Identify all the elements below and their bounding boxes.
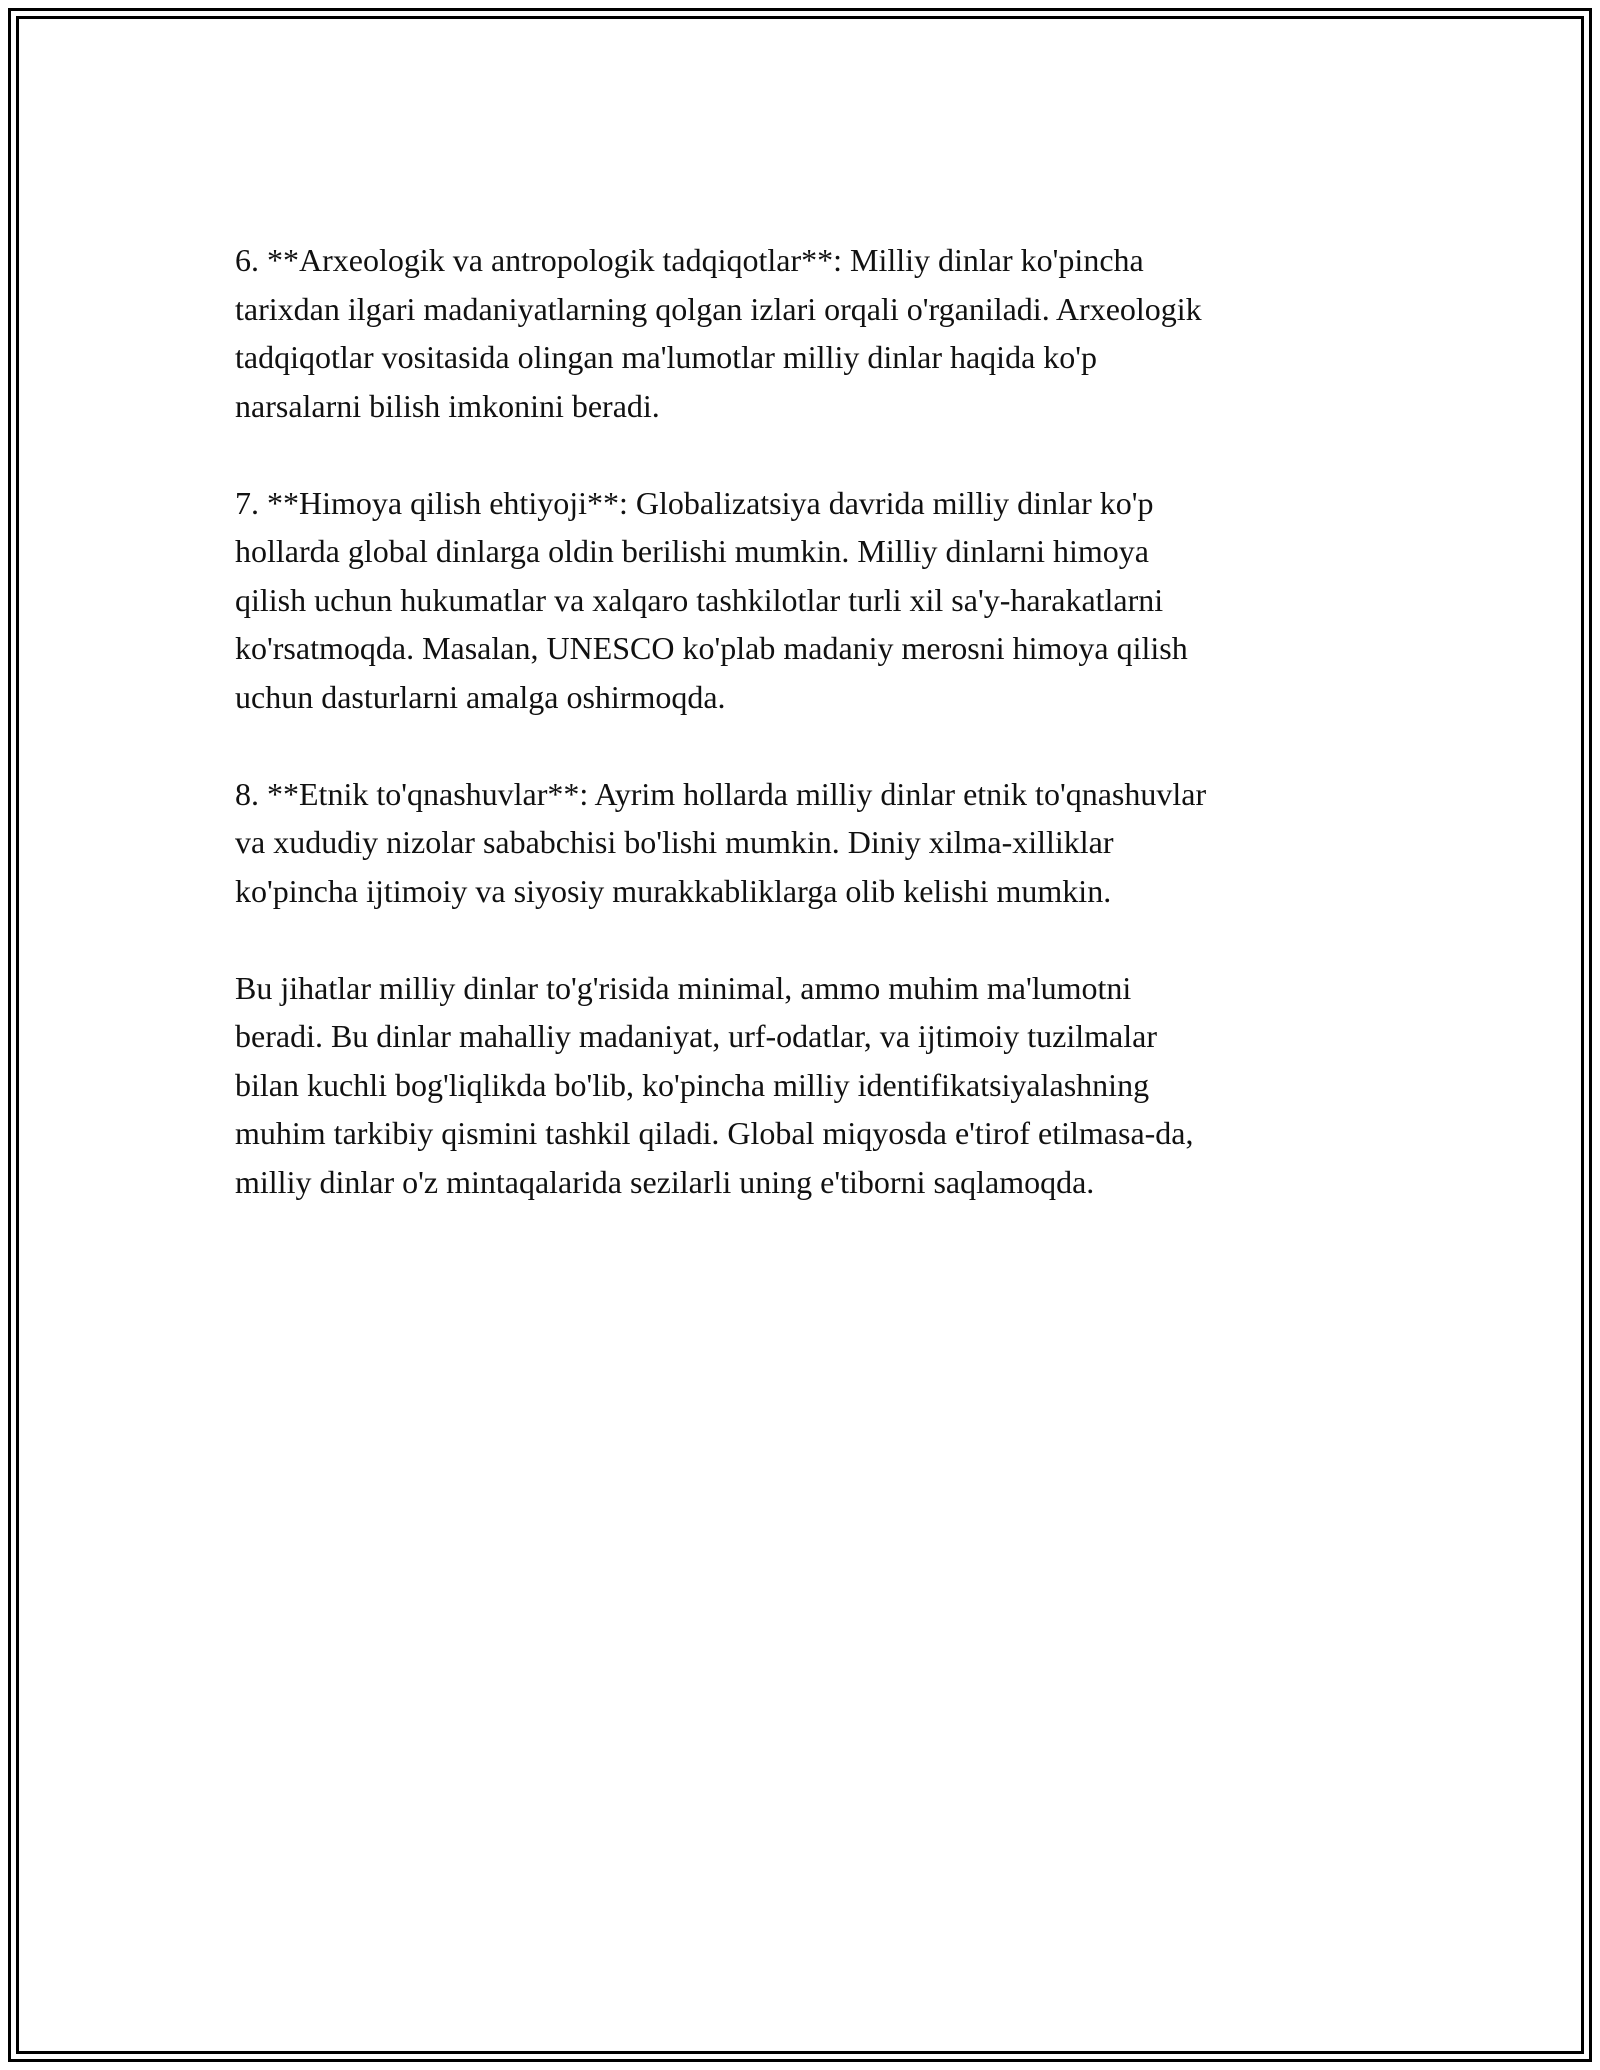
text-line: narsalarni bilish imkonini beradi.	[235, 387, 660, 424]
paragraph-6-archaeological-research	[235, 236, 1375, 430]
text-line: qilish uchun hukumatlar va xalqaro tashkilotlar turli xil sa'y-harakatlarni	[235, 581, 1164, 618]
text-line: 7. **Himoya qilish ehtiyoji**: Globalizatsiya davrida milliy dinlar ko'p	[235, 484, 1154, 521]
text-line: milliy dinlar o'z mintaqalarida sezilarli uning e'tiborni saqlamoqda.	[235, 1163, 1095, 1200]
text-line: Bu jihatlar milliy dinlar to'g'risida minimal, ammo muhim ma'lumotni	[235, 969, 1132, 1006]
text-line: va xududiy nizolar sababchisi bo'lishi mumkin. Diniy xilma-xilliklar	[235, 824, 1114, 860]
paragraph-conclusion	[235, 964, 1375, 1207]
text-line: bilan kuchli bog'liqlikda bo'lib, ko'pincha milliy identifikatsiyalashning	[235, 1066, 1150, 1103]
text-line: tarixdan ilgari madaniyatlarning qolgan izlari orqali o'rganiladi. Arxeologik	[235, 290, 1202, 327]
text-line: tadqiqotlar vositasida olingan ma'lumotlar milliy dinlar haqida ko'p	[235, 339, 1098, 375]
text-line: hollarda global dinlarga oldin berilishi mumkin. Milliy dinlarni himoya	[235, 533, 1149, 569]
text-line: 8. **Etnik to'qnashuvlar**: Ayrim hollarda milliy dinlar etnik to'qnashuvlar	[235, 775, 1207, 812]
paragraph-8-ethnic-conflicts	[235, 770, 1375, 916]
text-line: muhim tarkibiy qismini tashkil qiladi. Global miqyosda e'tirof etilmasa-da,	[235, 1115, 1194, 1151]
document-body	[235, 236, 1375, 1255]
text-line: ko'pincha ijtimoiy va siyosiy murakkabliklarga olib kelishi mumkin.	[235, 872, 1112, 909]
text-line: ko'rsatmoqda. Masalan, UNESCO ko'plab madaniy merosni himoya qilish	[235, 630, 1188, 666]
text-line: uchun dasturlarni amalga oshirmoqda.	[235, 678, 726, 715]
text-line: beradi. Bu dinlar mahalliy madaniyat, urf-odatlar, va ijtimoiy tuzilmalar	[235, 1018, 1157, 1054]
paragraph-7-protection-need	[235, 479, 1375, 722]
text-line: 6. **Arxeologik va antropologik tadqiqotlar**: Milliy dinlar ko'pincha	[235, 242, 1144, 278]
